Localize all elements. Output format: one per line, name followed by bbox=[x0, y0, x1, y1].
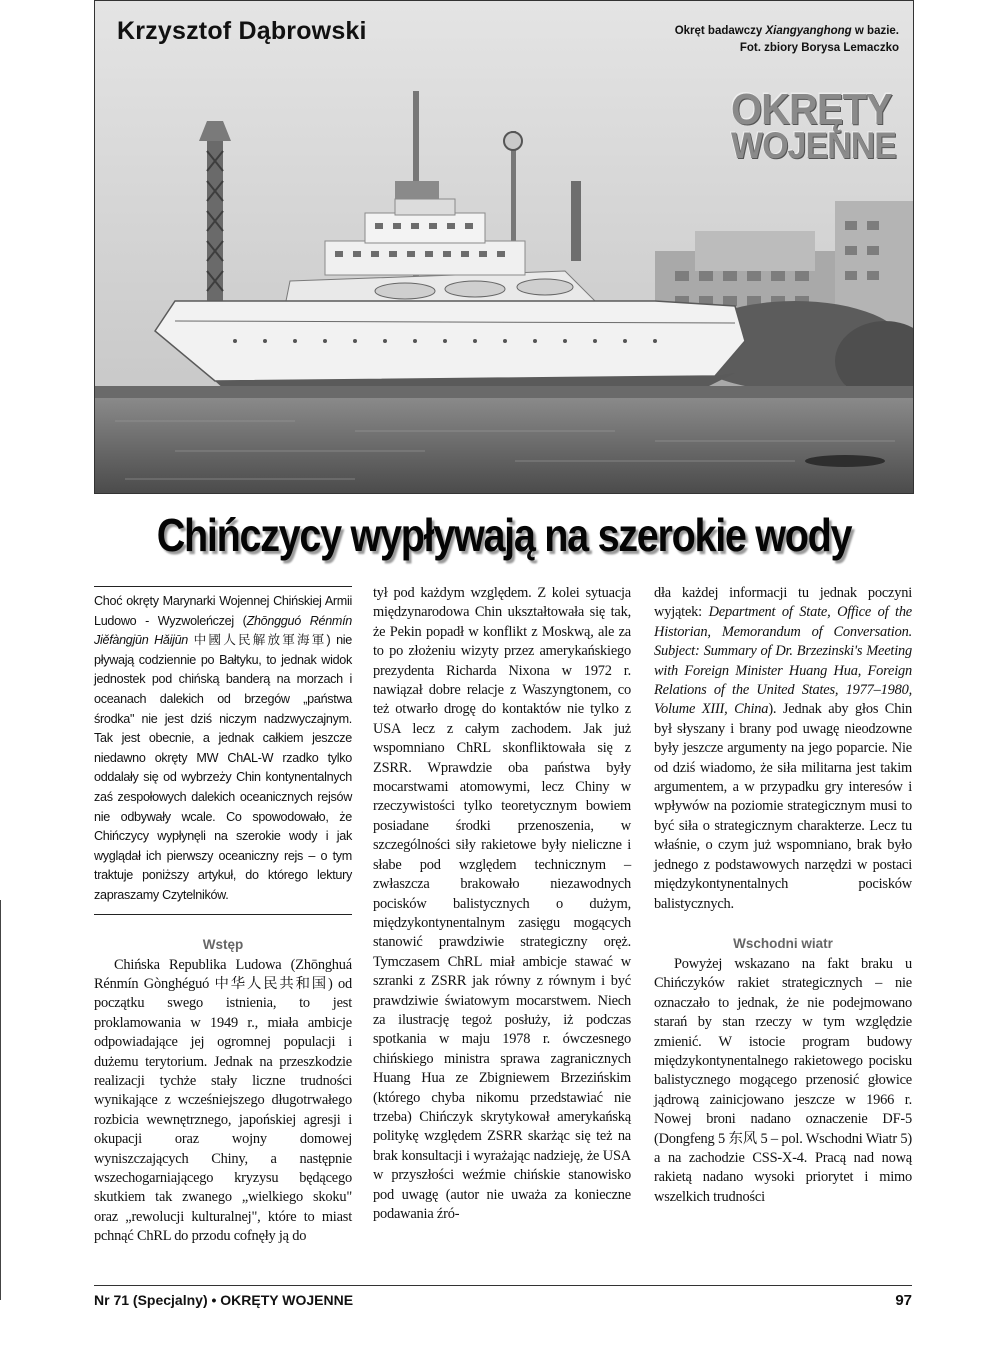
article-column-1 bbox=[94, 582, 352, 1247]
article-headline: Chińczycy wypływają na szerokie wody bbox=[156, 509, 852, 561]
article-column-3 bbox=[654, 582, 912, 1207]
section-east-wind-text: Powyżej wskazano na fakt braku u Chińczyków rakiet strategicznych – nie oznaczało to jednak, że nie podejmowano starań by stan rzeczy w tym względzie zmienić. W istocie program budowy międzykontynentalnego rakietowego pocisku balistycznego mogącego przenosić głowice jądrową zainicjowano jeszcze w 1966 r. Nowej broni nadano oznaczenie DF-5 (Dongfeng 5 东风 5 – pol. Wschodni Wiatr 5) a na zachodzie CSS-X-4. Pracą nad nową rakietą nadano wysoki priorytet i mimo wszelkich trudności bbox=[654, 955, 912, 1205]
caption-prefix: Okręt badawczy bbox=[674, 25, 766, 37]
column-3-citation: Department of State, Office of the Historian, Memorandum of Conversation. Subject: Summary of Dr. Brzezinski's Meeting with Foreign Minister Huang Hua, Foreign Relations of the United States, 1977–1980, Volume XIII, China bbox=[654, 604, 912, 718]
section-heading-intro: Wstęp bbox=[202, 936, 244, 952]
section-intro-text: Chińska Republika Ludowa (Zhōnghuá Rénmín Gònghéguó 中华人民共和国) od początku swego istnienia, to jest proklamowania w 1949 r., miała ambicje odpowiadające jej ogromnej populacji i dużemu terytorium. Jednak na przeszkodzie realizacji tychże stały liczne trudności wynikające z wcześniejszego długotrwałego rozbicia wewnętrznego, japońskiej agresji i okupacji oraz wojny domowej wyniszczających Chiny, a następnie wszechogarniającego kryzysu będącego skutkiem tak zwanego „wielkiego skoku" oraz „rewolucji kulturalnej", które to miast pchnąć ChRL do przodu cofnęły ją do bbox=[94, 956, 352, 1245]
logo-line-1: OKRĘTY bbox=[731, 85, 892, 134]
caption-ship-name: Xiangyanghong bbox=[765, 25, 852, 37]
ship-photo-image bbox=[95, 1, 914, 494]
ship-photo bbox=[94, 0, 914, 494]
article-lead bbox=[94, 586, 352, 915]
photo-caption bbox=[675, 23, 899, 57]
caption-line-1 bbox=[675, 23, 899, 40]
footer-issue: Nr 71 (Specjalny) • OKRĘTY WOJENNE bbox=[94, 1292, 354, 1308]
author-name: Krzysztof Dąbrowski bbox=[117, 17, 367, 45]
page-number: 97 bbox=[895, 1292, 912, 1309]
caption-suffix: w bazie. bbox=[851, 25, 899, 37]
lead-chinese-name: Zhōngguó Rénmín Jiěfàngjūn Hǎijūn bbox=[94, 613, 352, 648]
column-3-text bbox=[654, 584, 912, 914]
logo-line-2: WOJENNE bbox=[731, 124, 896, 167]
article-column-2 bbox=[373, 582, 631, 1224]
column-2-text: tył pod każdym względem. Z kolei sytuacja międzynarodowa Chin ukształtowała się tak, że Pekin popadł w konflikt z Moskwą, ale za to po złożeniu wizyty przez amerykańskiego prezydenta Richarda Nixona w 1972 r. nawiązał dobre relacje z Waszyngtonem, co też otwarło drogę do kontaktów nie tylko z USA lecz z całym zachodem. Jak już wspomniano ChRL skonfliktowała się z ZSRR. Wprawdzie oba państwa były mocarstwami atomowymi, lecz Chiny w rzeczywistości tylko teoretycznym bowiem posiadane środki przenoszenia, w szczególności siły rakietowe były nieliczne i słabe pod względem technicznym – zwłaszcza brakowało niezawodnych pocisków balistycznych o dużym, międzykontynentalnym zasięgu mogących stanowić prawdziwie strategiczny oręż. Tymczasem ChRL miał ambicje stawać w szranki z ZSRR jak równy z równym i być prawdziwie światowym mocarstwem. Niech za ilustrację tegoż posłuży, iż podczas spotkania w maju 1978 r. ówczesnego chińskiego ministra sprawa zagranicznych Huang Hua ze Zbigniewem Brzezińskim (którego chyba nikomu przedstawiać nie trzeba) Chińczyk skrytykował amerykańską politykę względem ZSRR skarżąc się też na brak konsultacji i wyrażając nadzieję, że USA w przyszłości weźmie chińskie stanowisko pod uwagę (autor nie uważa za konieczne podawania źró- bbox=[373, 585, 631, 1222]
lead-text-1: Choć okręty Marynarki Wojennej Chińskiej Armii Ludowo - Wyzwoleńczej ( bbox=[94, 594, 352, 628]
section-heading-east-wind: Wschodni wiatr bbox=[733, 935, 833, 951]
column-3-text-a: dła każdej informacji tu jednak poczyni wyjątek: bbox=[654, 585, 912, 621]
lead-text-2: 中國人民解放軍海軍) nie pływają codziennie po Bałtyku, to jednak widok jednostek pod chińską banderą na morzach i oceanach dalekich od brzegów „państwa środka" nie jest dziś niczym nadzwyczajnym. Tak jest obecnie, a jednak całkiem jeszcze niedawno okręty MW ChAL-W rzadko tylko oddalały się od wybrzeży Chin kontynentalnych zaś zespołowych dalekich oceanicznych rejsów nie odbywały wcale. Co spowodowało, że Chińczycy wypłynęli na szerokie wody i jak wyglądał ich pierwszy oceaniczny rejs – o tym traktuje poniższy artykuł, do którego lektury zapraszamy Czytelników. bbox=[94, 633, 352, 902]
page-footer bbox=[94, 1292, 912, 1308]
magazine-logo bbox=[731, 85, 896, 167]
footer-divider bbox=[94, 1285, 912, 1286]
caption-credit: Fot. zbiory Borysa Lemaczko bbox=[739, 42, 899, 54]
column-3-text-b: ). Jednak aby głos Chin był słyszany i brany pod uwagę nieodzowne były jeszcze argumenty na jego poparcie. Nie od dziś wiadomo, że siła militarna jest takim argumentem, a w przypadku gry interesów i wpływów na poziomie strategicznym musi to być siła o strategicznym charakterze. Lecz tu właśnie, o czym już wspomniano, brak było jednego z podstawowych narzędzi w postaci międzykontynentalnych pocisków balistycznych. bbox=[654, 701, 912, 912]
page-edge-line bbox=[0, 900, 1, 1300]
